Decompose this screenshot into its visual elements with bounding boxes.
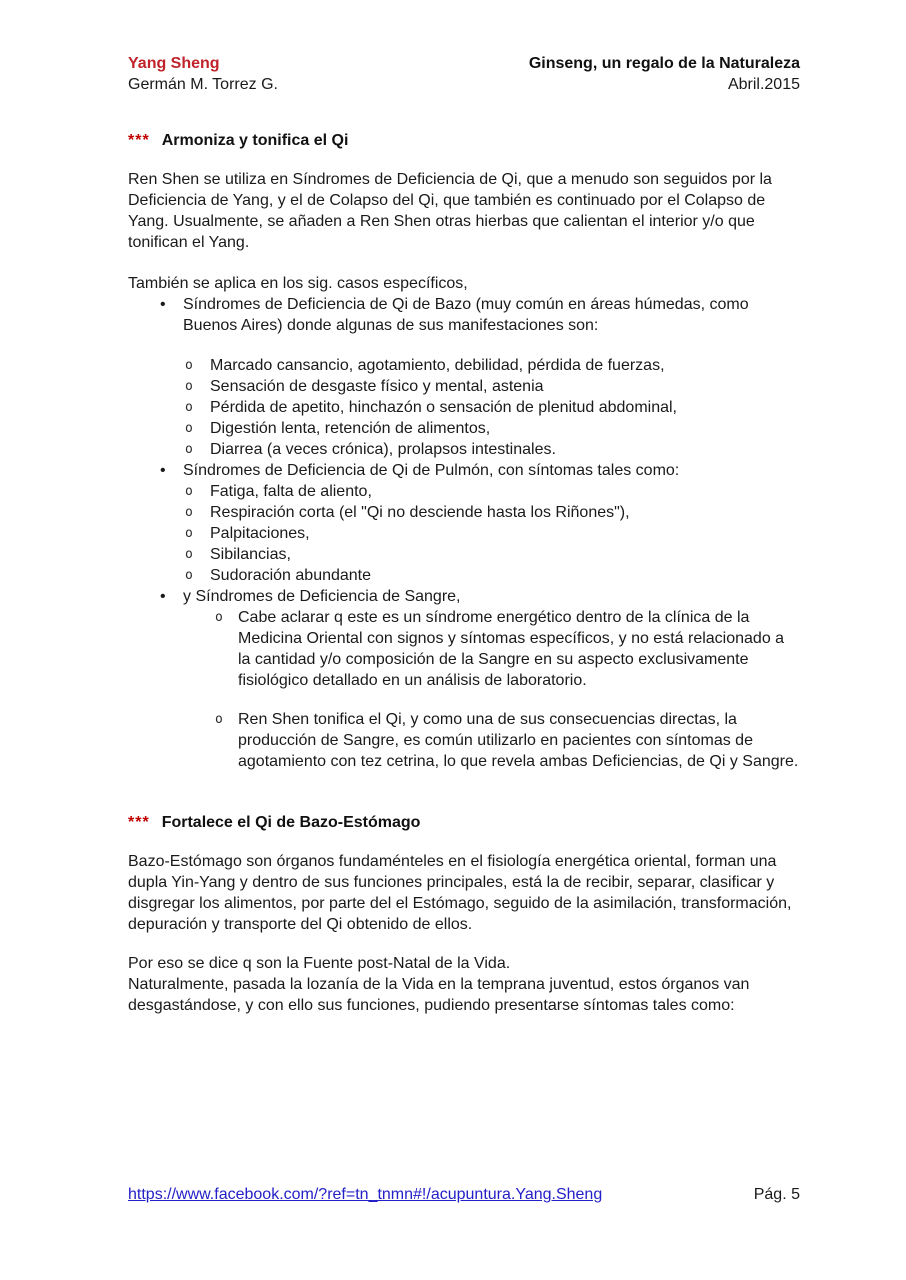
paragraph: También se aplica en los sig. casos específicos,	[128, 275, 468, 292]
page-number: Pág. 5	[753, 1186, 800, 1203]
circle-bullet-icon: o	[185, 442, 193, 457]
list-item	[128, 523, 800, 544]
document-date: Abril.2015	[727, 76, 800, 93]
list-item	[128, 607, 800, 691]
bullet-icon: •	[160, 462, 166, 479]
list-item-text: Respiración corta (el "Qi no desciende hasta los Riñones"),	[210, 504, 630, 521]
list-item-text: Ren Shen tonifica el Qi, y como una de sus consecuencias directas, la producción de Sangre, es común utilizarlo en pacientes con síntomas de agotamiento con tez cetrina, lo que revela ambas Deficiencias, de Qi y Sangre.	[238, 711, 799, 770]
section-heading-armoniza	[128, 130, 800, 151]
circle-bullet-icon: o	[185, 505, 193, 520]
paragraph-line: Por eso se dice q son la Fuente post-Natal de la Vida.	[128, 955, 511, 972]
paragraph: Ren Shen se utiliza en Síndromes de Deficiencia de Qi, que a menudo son seguidos por la Deficiencia de Yang, y el de Colapso del Qi, que también es continuado por el Colapso de Yang. Usualmente, se añaden a Ren Shen otras hierbas que calientan el interior y/o que tonifican el Yang.	[128, 171, 772, 251]
stars-icon: ***	[128, 132, 150, 149]
circle-bullet-icon: o	[215, 712, 223, 727]
paragraph-line: Naturalmente, pasada la lozanía de la Vida en la temprana juventud, estos órganos van desgastándose, y con ello sus funciones, pudiendo presentarse síntomas tales como:	[128, 976, 750, 1014]
list-item-text: Síndromes de Deficiencia de Qi de Pulmón, con síntomas tales como:	[183, 462, 680, 479]
list-item	[128, 502, 800, 523]
paragraph	[128, 953, 800, 1016]
list-item-text: Cabe aclarar q este es un síndrome energético dentro de la clínica de la Medicina Oriental con signos y síntomas específicos, y no está relacionado a la cantidad y/o composición de la Sangre en su aspecto exclusivamente fisiológico detallado en un análisis de laboratorio.	[238, 609, 785, 689]
circle-bullet-icon: o	[185, 568, 193, 583]
list-item	[128, 418, 800, 439]
circle-bullet-icon: o	[215, 610, 223, 625]
list-item	[128, 439, 800, 460]
list-item-text: Sibilancias,	[210, 546, 291, 563]
circle-bullet-icon: o	[185, 547, 193, 562]
circle-bullet-icon: o	[185, 526, 193, 541]
sub-list	[128, 481, 800, 586]
circle-bullet-icon: o	[185, 400, 193, 415]
circle-bullet-icon: o	[185, 421, 193, 436]
list-item	[128, 481, 800, 502]
section-heading-fortalece	[128, 812, 800, 833]
facebook-link[interactable]: https://www.facebook.com/?ref=tn_tnmn#!/acupuntura.Yang.Sheng	[128, 1186, 603, 1203]
author-name: Germán M. Torrez G.	[128, 76, 278, 93]
paragraph: Bazo-Estómago son órganos fundaménteles en el fisiología energética oriental, forman una dupla Yin-Yang y dentro de sus funciones principales, está la de recibir, separar, clasificar y disgregar los alimentos, por parte del el Estómago, seguido de la asimilación, transformación, depuración y transporte del Qi obtenido de ellos.	[128, 853, 792, 933]
list-item	[128, 586, 800, 607]
header-right	[529, 53, 800, 95]
list-item-text: Síndromes de Deficiencia de Qi de Bazo (muy común en áreas húmedas, como Buenos Aires) donde algunas de sus manifestaciones son:	[183, 296, 749, 334]
list-item-text: Sudoración abundante	[210, 567, 372, 584]
list-item-text: Fatiga, falta de aliento,	[210, 483, 372, 500]
brand-title: Yang Sheng	[128, 55, 220, 72]
header-left	[128, 53, 278, 95]
circle-bullet-icon: o	[185, 484, 193, 499]
list-item-text: Digestión lenta, retención de alimentos,	[210, 420, 491, 437]
bullet-icon: •	[160, 296, 166, 313]
sub-list	[128, 355, 800, 460]
bullet-icon: •	[160, 588, 166, 605]
list-item	[128, 544, 800, 565]
document-title: Ginseng, un regalo de la Naturaleza	[528, 55, 800, 72]
list-item-text: Diarrea (a veces crónica), prolapsos intestinales.	[210, 441, 556, 458]
list-item-text: Palpitaciones,	[210, 525, 310, 542]
list-item	[128, 294, 800, 336]
list-item-text: Pérdida de apetito, hinchazón o sensación de plenitud abdominal,	[210, 399, 677, 416]
list-item	[128, 376, 800, 397]
circle-bullet-icon: o	[185, 379, 193, 394]
list-item-text: y Síndromes de Deficiencia de Sangre,	[183, 588, 461, 605]
section-heading-text: Fortalece el Qi de Bazo-Estómago	[161, 814, 421, 831]
circle-bullet-icon: o	[185, 358, 193, 373]
page-header	[128, 53, 800, 95]
list-item	[128, 355, 800, 376]
list-item-text: Sensación de desgaste físico y mental, astenia	[210, 378, 544, 395]
section-heading-text: Armoniza y tonifica el Qi	[161, 132, 349, 149]
page-footer	[128, 1184, 800, 1205]
list-item-text: Marcado cansancio, agotamiento, debilidad, pérdida de fuerzas,	[210, 357, 665, 374]
list-item	[128, 709, 800, 772]
list-item	[128, 565, 800, 586]
list-item	[128, 460, 800, 481]
list-item	[128, 397, 800, 418]
page-content	[128, 130, 800, 1016]
stars-icon: ***	[128, 814, 150, 831]
